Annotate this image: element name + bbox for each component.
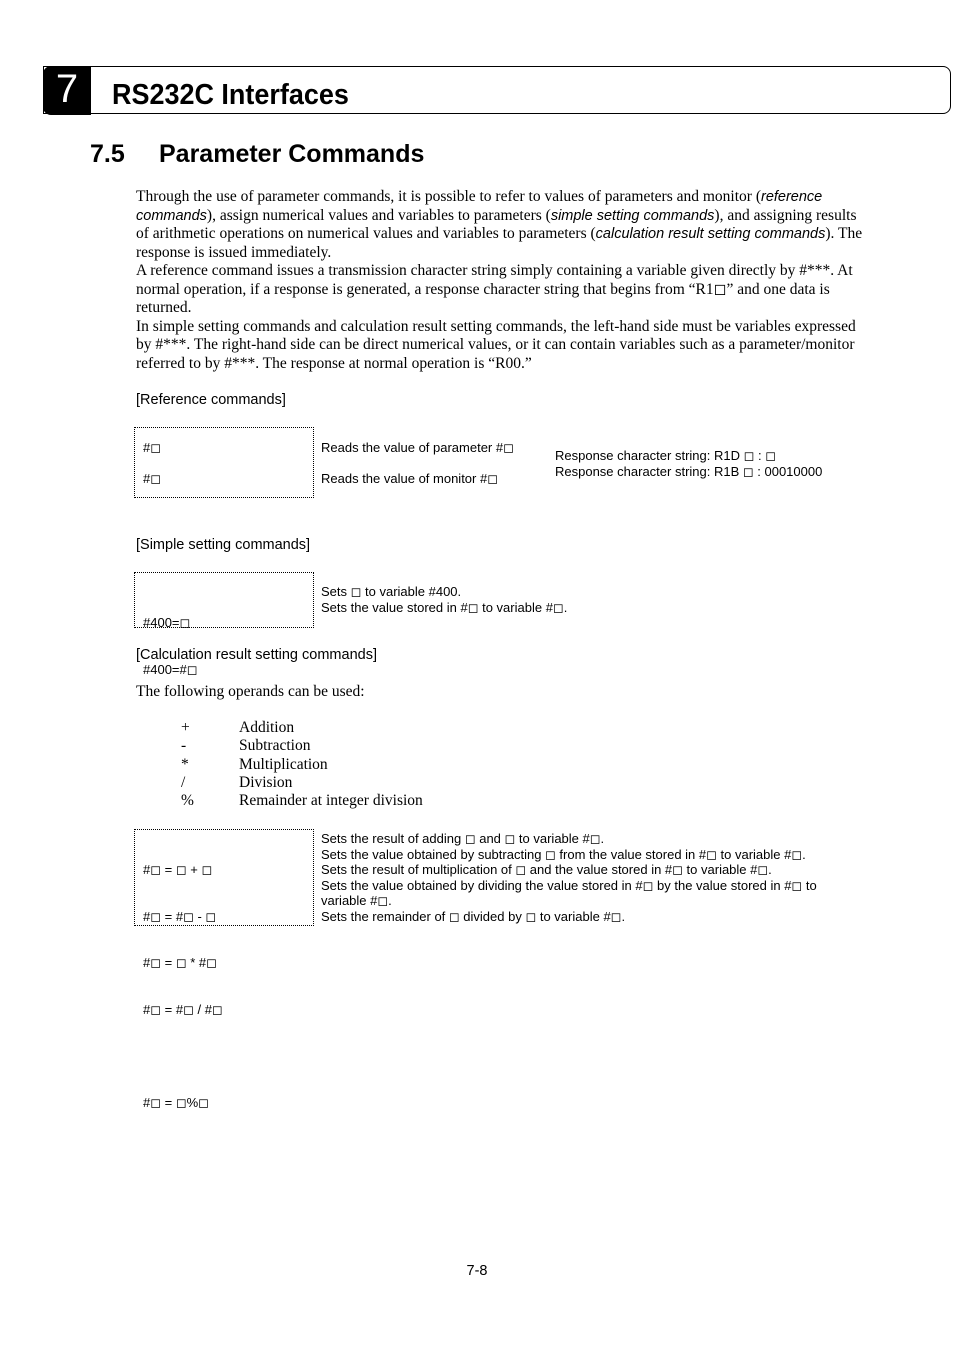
chapter-title: RS232C Interfaces xyxy=(112,79,349,111)
simple-desc-1: Sets ◻ to variable #400. xyxy=(321,584,462,599)
intro-paragraph-3: In simple setting commands and calculation result setting commands, the left-hand side must be variables expressed by #***. The right-hand side can be direct numerical values, or it can contain variables such as a parameter/monitor referred to by #***. The response at normal operation is “R00.” xyxy=(136,317,856,372)
operand-name: Subtraction xyxy=(239,737,311,755)
simple-cmd-2: #400=#◻ xyxy=(143,661,198,677)
calc-cmd-2: #◻ = #◻ - ◻ xyxy=(143,908,217,924)
reference-responses xyxy=(555,448,822,479)
calc-desc-5: Sets the remainder of ◻ divided by ◻ to variable #◻. xyxy=(321,908,626,924)
calc-desc-4: Sets the value obtained by dividing the value stored in #◻ by the value stored in #◻ to xyxy=(321,877,817,893)
operand-symbol: + xyxy=(181,719,190,736)
operand-name: Addition xyxy=(239,719,295,736)
operand-symbol: - xyxy=(181,737,187,755)
simple-cmd-list xyxy=(143,584,198,693)
calc-commands-heading: [Calculation result setting commands] xyxy=(136,647,377,663)
operand-symbol: * xyxy=(181,755,189,773)
intro-p1-term-reference: reference commands xyxy=(136,189,823,224)
calc-intro: The following operands can be used: xyxy=(136,683,365,700)
intro-p1-part-d: ). The response is issued immediately. xyxy=(136,225,863,261)
intro-p1-term-simple: simple setting commands xyxy=(550,207,715,224)
operand-row xyxy=(181,737,423,755)
calc-desc-3: Sets the result of multiplication of ◻ and the value stored in #◻ to variable #◻. xyxy=(321,862,772,877)
calc-desc-1: Sets the result of adding ◻ and ◻ to variable #◻. xyxy=(321,831,605,846)
calc-cmd-list xyxy=(143,831,223,1126)
calc-cmd-3: #◻ = ◻ * #◻ xyxy=(143,955,217,970)
reference-response-1: Response character string: R1D ◻ : ◻ xyxy=(555,448,776,463)
reference-desc-2: Reads the value of monitor #◻ xyxy=(321,471,498,486)
intro-p1-part-a: Through the use of parameter commands, it is possible to refer to values of parameters and monitor ( xyxy=(136,188,761,205)
calc-desc-4-cont: variable #◻. xyxy=(321,893,392,908)
chapter-number-tab: 7 xyxy=(43,66,91,115)
reference-commands-heading: [Reference commands] xyxy=(136,392,286,408)
intro-p1-term-calculation: calculation result setting commands xyxy=(595,226,826,242)
intro-p1-part-b: ), assign numerical values and variables to parameters ( xyxy=(206,206,551,224)
intro-p1-part-c: ), and assigning results of arithmetic operations on numerical values and variables to parameters ( xyxy=(136,206,857,242)
simple-cmd-1: #400=◻ xyxy=(143,615,191,630)
reference-commands-box xyxy=(134,427,314,498)
reference-cmd-2: #◻ xyxy=(143,471,162,486)
intro-paragraph-1 xyxy=(136,188,866,262)
page-number: 7-8 xyxy=(466,1263,488,1279)
section-number: 7.5 xyxy=(90,140,125,168)
operand-symbol: % xyxy=(181,792,194,810)
calc-desc-list xyxy=(321,831,817,924)
intro-text xyxy=(136,188,866,373)
calc-cmd-4: #◻ = #◻ / #◻ xyxy=(143,1001,223,1017)
operand-name: Remainder at integer division xyxy=(239,792,423,810)
section-title xyxy=(90,139,424,169)
intro-paragraph-2: A reference command issues a transmission character string simply containing a variable given directly by #***. At normal operation, if a response is generated, a response character string that begins from “R1◻” and one data is returned. xyxy=(136,262,853,316)
reference-desc-1: Reads the value of parameter #◻ xyxy=(321,440,514,455)
operand-name: Multiplication xyxy=(239,755,328,773)
operand-row xyxy=(181,719,423,737)
calc-cmd-1: #◻ = ◻ + ◻ xyxy=(143,862,213,877)
reference-response-2: Response character string: R1B ◻ : 00010000 xyxy=(555,463,823,479)
operand-list xyxy=(181,719,423,810)
calc-cmd-5: #◻ = ◻%◻ xyxy=(143,1094,209,1110)
simple-commands-heading: [Simple setting commands] xyxy=(136,537,311,553)
operand-row xyxy=(181,792,423,810)
calc-desc-2: Sets the value obtained by subtracting ◻ from the value stored in #◻ to variable #◻. xyxy=(321,846,806,862)
section-title-text: Parameter Commands xyxy=(159,140,425,168)
operand-row xyxy=(181,774,423,792)
operand-name: Division xyxy=(239,773,293,791)
calc-cmd-spacer xyxy=(143,1048,223,1064)
operand-symbol: / xyxy=(181,773,186,791)
simple-desc-list xyxy=(321,584,567,615)
simple-desc-2: Sets the value stored in #◻ to variable #◻. xyxy=(321,599,568,615)
reference-cmd-1: #◻ xyxy=(143,440,162,455)
operand-row xyxy=(181,756,423,774)
